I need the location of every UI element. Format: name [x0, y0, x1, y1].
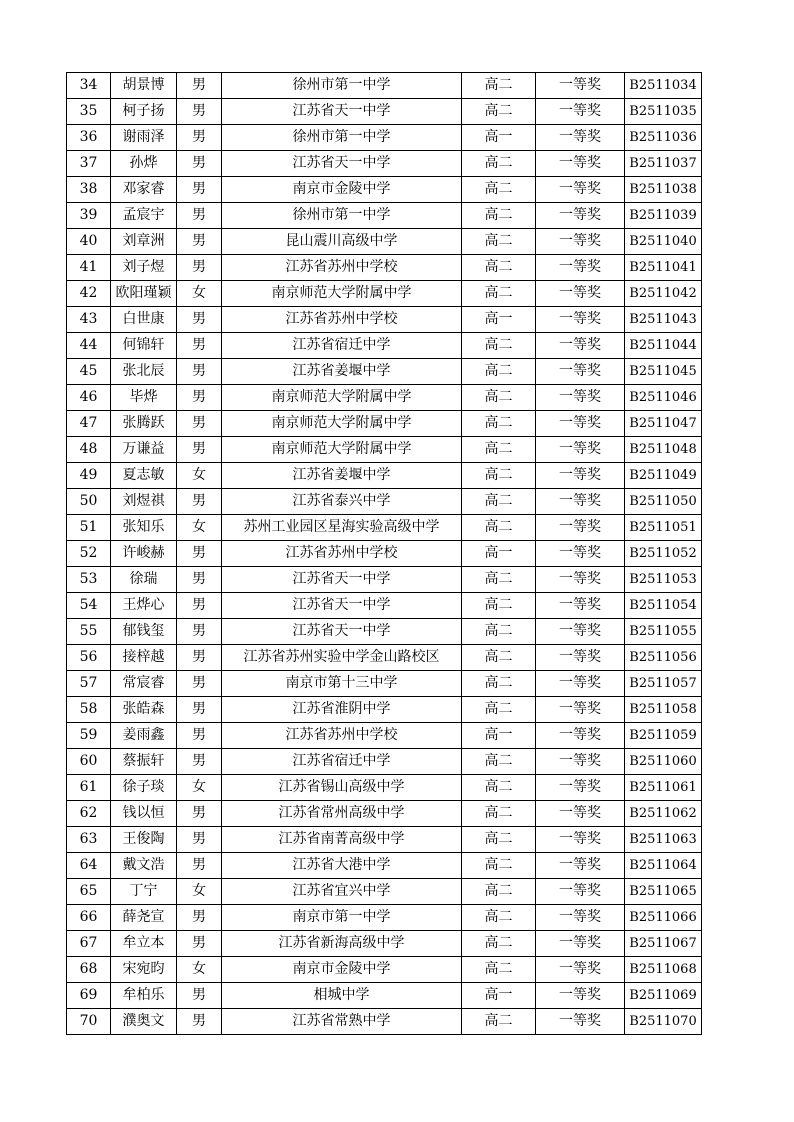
award-cell: 一等奖	[536, 879, 625, 905]
grade-cell: 高二	[462, 619, 536, 645]
award-cell: 一等奖	[536, 463, 625, 489]
student-name-cell: 濮奥文	[111, 1009, 177, 1035]
gender-cell: 男	[177, 801, 222, 827]
award-cell: 一等奖	[536, 749, 625, 775]
student-name-cell: 张皓森	[111, 697, 177, 723]
table-row	[67, 281, 702, 307]
student-name-cell: 徐瑞	[111, 567, 177, 593]
grade-cell: 高一	[462, 723, 536, 749]
certificate-number-cell: B2511062	[625, 801, 702, 827]
award-cell: 一等奖	[536, 645, 625, 671]
certificate-number-cell: B2511046	[625, 385, 702, 411]
row-number-cell: 59	[67, 723, 111, 749]
table-row	[67, 723, 702, 749]
certificate-number-cell: B2511041	[625, 255, 702, 281]
grade-cell: 高二	[462, 411, 536, 437]
student-name-cell: 张腾跃	[111, 411, 177, 437]
gender-cell: 男	[177, 645, 222, 671]
grade-cell: 高二	[462, 463, 536, 489]
gender-cell: 女	[177, 463, 222, 489]
school-cell: 徐州市第一中学	[222, 73, 462, 99]
grade-cell: 高二	[462, 359, 536, 385]
award-cell: 一等奖	[536, 411, 625, 437]
row-number-cell: 67	[67, 931, 111, 957]
gender-cell: 男	[177, 1009, 222, 1035]
gender-cell: 男	[177, 359, 222, 385]
grade-cell: 高二	[462, 177, 536, 203]
gender-cell: 男	[177, 749, 222, 775]
row-number-cell: 47	[67, 411, 111, 437]
gender-cell: 男	[177, 203, 222, 229]
table-row	[67, 879, 702, 905]
row-number-cell: 64	[67, 853, 111, 879]
grade-cell: 高一	[462, 541, 536, 567]
gender-cell: 男	[177, 255, 222, 281]
certificate-number-cell: B2511036	[625, 125, 702, 151]
student-name-cell: 欧阳瑾颖	[111, 281, 177, 307]
table-row	[67, 177, 702, 203]
school-cell: 徐州市第一中学	[222, 125, 462, 151]
table-body	[67, 73, 702, 1035]
school-cell: 江苏省天一中学	[222, 567, 462, 593]
student-name-cell: 许峻赫	[111, 541, 177, 567]
table-row	[67, 385, 702, 411]
grade-cell: 高二	[462, 801, 536, 827]
table-row	[67, 905, 702, 931]
award-list-table	[66, 72, 702, 1035]
certificate-number-cell: B2511035	[625, 99, 702, 125]
table-row	[67, 931, 702, 957]
row-number-cell: 44	[67, 333, 111, 359]
award-cell: 一等奖	[536, 1009, 625, 1035]
certificate-number-cell: B2511055	[625, 619, 702, 645]
row-number-cell: 62	[67, 801, 111, 827]
school-cell: 江苏省南菁高级中学	[222, 827, 462, 853]
certificate-number-cell: B2511058	[625, 697, 702, 723]
table-row	[67, 541, 702, 567]
student-name-cell: 宋宛昀	[111, 957, 177, 983]
award-cell: 一等奖	[536, 593, 625, 619]
certificate-number-cell: B2511070	[625, 1009, 702, 1035]
student-name-cell: 白世康	[111, 307, 177, 333]
row-number-cell: 42	[67, 281, 111, 307]
row-number-cell: 57	[67, 671, 111, 697]
certificate-number-cell: B2511043	[625, 307, 702, 333]
award-cell: 一等奖	[536, 801, 625, 827]
award-cell: 一等奖	[536, 125, 625, 151]
table-row	[67, 437, 702, 463]
school-cell: 南京市第一中学	[222, 905, 462, 931]
row-number-cell: 52	[67, 541, 111, 567]
student-name-cell: 王俊陶	[111, 827, 177, 853]
row-number-cell: 66	[67, 905, 111, 931]
award-cell: 一等奖	[536, 203, 625, 229]
certificate-number-cell: B2511054	[625, 593, 702, 619]
award-cell: 一等奖	[536, 255, 625, 281]
student-name-cell: 王烨心	[111, 593, 177, 619]
table-row	[67, 749, 702, 775]
student-name-cell: 钱以恒	[111, 801, 177, 827]
award-cell: 一等奖	[536, 567, 625, 593]
table-row	[67, 827, 702, 853]
row-number-cell: 63	[67, 827, 111, 853]
award-cell: 一等奖	[536, 541, 625, 567]
row-number-cell: 37	[67, 151, 111, 177]
school-cell: 江苏省常州高级中学	[222, 801, 462, 827]
gender-cell: 男	[177, 541, 222, 567]
school-cell: 南京师范大学附属中学	[222, 411, 462, 437]
grade-cell: 高二	[462, 73, 536, 99]
table-row	[67, 255, 702, 281]
row-number-cell: 54	[67, 593, 111, 619]
grade-cell: 高二	[462, 489, 536, 515]
award-cell: 一等奖	[536, 281, 625, 307]
certificate-number-cell: B2511038	[625, 177, 702, 203]
student-name-cell: 丁宁	[111, 879, 177, 905]
award-cell: 一等奖	[536, 697, 625, 723]
grade-cell: 高二	[462, 203, 536, 229]
student-name-cell: 刘子煜	[111, 255, 177, 281]
certificate-number-cell: B2511037	[625, 151, 702, 177]
row-number-cell: 49	[67, 463, 111, 489]
student-name-cell: 张北辰	[111, 359, 177, 385]
student-name-cell: 刘煜祺	[111, 489, 177, 515]
table-row	[67, 151, 702, 177]
row-number-cell: 69	[67, 983, 111, 1009]
student-name-cell: 常宸睿	[111, 671, 177, 697]
student-name-cell: 何锦轩	[111, 333, 177, 359]
school-cell: 南京师范大学附属中学	[222, 385, 462, 411]
award-cell: 一等奖	[536, 723, 625, 749]
row-number-cell: 50	[67, 489, 111, 515]
table-row	[67, 307, 702, 333]
school-cell: 江苏省天一中学	[222, 99, 462, 125]
award-cell: 一等奖	[536, 177, 625, 203]
gender-cell: 男	[177, 827, 222, 853]
grade-cell: 高一	[462, 983, 536, 1009]
table-row	[67, 99, 702, 125]
grade-cell: 高二	[462, 593, 536, 619]
grade-cell: 高二	[462, 827, 536, 853]
school-cell: 徐州市第一中学	[222, 203, 462, 229]
student-name-cell: 牟柏乐	[111, 983, 177, 1009]
grade-cell: 高一	[462, 125, 536, 151]
table-row	[67, 853, 702, 879]
row-number-cell: 58	[67, 697, 111, 723]
grade-cell: 高二	[462, 775, 536, 801]
certificate-number-cell: B2511040	[625, 229, 702, 255]
table-row	[67, 671, 702, 697]
student-name-cell: 徐子琰	[111, 775, 177, 801]
award-cell: 一等奖	[536, 229, 625, 255]
row-number-cell: 34	[67, 73, 111, 99]
school-cell: 江苏省苏州中学校	[222, 723, 462, 749]
gender-cell: 男	[177, 437, 222, 463]
grade-cell: 高二	[462, 229, 536, 255]
row-number-cell: 70	[67, 1009, 111, 1035]
school-cell: 相城中学	[222, 983, 462, 1009]
award-cell: 一等奖	[536, 853, 625, 879]
student-name-cell: 孙烨	[111, 151, 177, 177]
table-row	[67, 697, 702, 723]
grade-cell: 高二	[462, 151, 536, 177]
gender-cell: 女	[177, 879, 222, 905]
school-cell: 南京市第十三中学	[222, 671, 462, 697]
certificate-number-cell: B2511063	[625, 827, 702, 853]
certificate-number-cell: B2511048	[625, 437, 702, 463]
certificate-number-cell: B2511061	[625, 775, 702, 801]
school-cell: 江苏省宜兴中学	[222, 879, 462, 905]
gender-cell: 男	[177, 619, 222, 645]
award-cell: 一等奖	[536, 151, 625, 177]
school-cell: 江苏省泰兴中学	[222, 489, 462, 515]
student-name-cell: 万谦益	[111, 437, 177, 463]
certificate-number-cell: B2511034	[625, 73, 702, 99]
certificate-number-cell: B2511051	[625, 515, 702, 541]
award-cell: 一等奖	[536, 619, 625, 645]
grade-cell: 高二	[462, 567, 536, 593]
gender-cell: 女	[177, 775, 222, 801]
grade-cell: 高二	[462, 333, 536, 359]
row-number-cell: 43	[67, 307, 111, 333]
certificate-number-cell: B2511068	[625, 957, 702, 983]
certificate-number-cell: B2511042	[625, 281, 702, 307]
student-name-cell: 柯子扬	[111, 99, 177, 125]
certificate-number-cell: B2511047	[625, 411, 702, 437]
grade-cell: 高二	[462, 1009, 536, 1035]
school-cell: 江苏省苏州中学校	[222, 307, 462, 333]
gender-cell: 男	[177, 411, 222, 437]
gender-cell: 男	[177, 125, 222, 151]
grade-cell: 高二	[462, 255, 536, 281]
table-row	[67, 203, 702, 229]
school-cell: 江苏省新海高级中学	[222, 931, 462, 957]
grade-cell: 高二	[462, 957, 536, 983]
grade-cell: 高二	[462, 697, 536, 723]
school-cell: 江苏省常熟中学	[222, 1009, 462, 1035]
table-row	[67, 333, 702, 359]
row-number-cell: 65	[67, 879, 111, 905]
award-cell: 一等奖	[536, 333, 625, 359]
grade-cell: 高二	[462, 385, 536, 411]
student-name-cell: 牟立本	[111, 931, 177, 957]
row-number-cell: 55	[67, 619, 111, 645]
certificate-number-cell: B2511053	[625, 567, 702, 593]
gender-cell: 女	[177, 281, 222, 307]
certificate-number-cell: B2511044	[625, 333, 702, 359]
gender-cell: 男	[177, 697, 222, 723]
table-row	[67, 567, 702, 593]
school-cell: 江苏省锡山高级中学	[222, 775, 462, 801]
grade-cell: 高二	[462, 671, 536, 697]
award-cell: 一等奖	[536, 671, 625, 697]
grade-cell: 高二	[462, 437, 536, 463]
table-row	[67, 411, 702, 437]
gender-cell: 男	[177, 983, 222, 1009]
school-cell: 江苏省天一中学	[222, 619, 462, 645]
certificate-number-cell: B2511045	[625, 359, 702, 385]
award-cell: 一等奖	[536, 983, 625, 1009]
award-cell: 一等奖	[536, 437, 625, 463]
award-cell: 一等奖	[536, 827, 625, 853]
student-name-cell: 刘章洲	[111, 229, 177, 255]
table-row	[67, 983, 702, 1009]
table-row	[67, 489, 702, 515]
student-name-cell: 蔡振轩	[111, 749, 177, 775]
certificate-number-cell: B2511056	[625, 645, 702, 671]
gender-cell: 男	[177, 671, 222, 697]
table-row	[67, 125, 702, 151]
gender-cell: 男	[177, 853, 222, 879]
certificate-number-cell: B2511066	[625, 905, 702, 931]
student-name-cell: 谢雨泽	[111, 125, 177, 151]
certificate-number-cell: B2511050	[625, 489, 702, 515]
row-number-cell: 53	[67, 567, 111, 593]
school-cell: 江苏省大港中学	[222, 853, 462, 879]
row-number-cell: 61	[67, 775, 111, 801]
gender-cell: 男	[177, 73, 222, 99]
school-cell: 昆山震川高级中学	[222, 229, 462, 255]
school-cell: 江苏省苏州中学校	[222, 255, 462, 281]
certificate-number-cell: B2511069	[625, 983, 702, 1009]
gender-cell: 男	[177, 99, 222, 125]
gender-cell: 男	[177, 333, 222, 359]
gender-cell: 女	[177, 957, 222, 983]
table-row	[67, 463, 702, 489]
school-cell: 南京师范大学附属中学	[222, 281, 462, 307]
grade-cell: 高一	[462, 307, 536, 333]
award-cell: 一等奖	[536, 359, 625, 385]
table-row	[67, 73, 702, 99]
table-row	[67, 1009, 702, 1035]
table-row	[67, 801, 702, 827]
grade-cell: 高二	[462, 853, 536, 879]
student-name-cell: 戴文浩	[111, 853, 177, 879]
grade-cell: 高二	[462, 645, 536, 671]
award-cell: 一等奖	[536, 307, 625, 333]
school-cell: 江苏省天一中学	[222, 151, 462, 177]
school-cell: 南京市金陵中学	[222, 177, 462, 203]
student-name-cell: 张知乐	[111, 515, 177, 541]
school-cell: 江苏省宿迁中学	[222, 333, 462, 359]
student-name-cell: 姜雨鑫	[111, 723, 177, 749]
grade-cell: 高二	[462, 931, 536, 957]
row-number-cell: 41	[67, 255, 111, 281]
school-cell: 江苏省苏州中学校	[222, 541, 462, 567]
row-number-cell: 68	[67, 957, 111, 983]
award-cell: 一等奖	[536, 931, 625, 957]
row-number-cell: 38	[67, 177, 111, 203]
row-number-cell: 60	[67, 749, 111, 775]
student-name-cell: 夏志敏	[111, 463, 177, 489]
school-cell: 南京市金陵中学	[222, 957, 462, 983]
table-row	[67, 593, 702, 619]
gender-cell: 男	[177, 385, 222, 411]
certificate-number-cell: B2511052	[625, 541, 702, 567]
row-number-cell: 39	[67, 203, 111, 229]
gender-cell: 男	[177, 567, 222, 593]
school-cell: 江苏省姜堰中学	[222, 359, 462, 385]
award-cell: 一等奖	[536, 73, 625, 99]
table-row	[67, 619, 702, 645]
student-name-cell: 孟宸宇	[111, 203, 177, 229]
gender-cell: 男	[177, 151, 222, 177]
gender-cell: 女	[177, 515, 222, 541]
certificate-number-cell: B2511049	[625, 463, 702, 489]
grade-cell: 高二	[462, 281, 536, 307]
certificate-number-cell: B2511039	[625, 203, 702, 229]
student-name-cell: 接梓越	[111, 645, 177, 671]
row-number-cell: 40	[67, 229, 111, 255]
award-cell: 一等奖	[536, 489, 625, 515]
grade-cell: 高二	[462, 749, 536, 775]
gender-cell: 男	[177, 489, 222, 515]
school-cell: 江苏省姜堰中学	[222, 463, 462, 489]
school-cell: 江苏省宿迁中学	[222, 749, 462, 775]
grade-cell: 高二	[462, 515, 536, 541]
table-row	[67, 957, 702, 983]
certificate-number-cell: B2511057	[625, 671, 702, 697]
table-row	[67, 359, 702, 385]
award-cell: 一等奖	[536, 957, 625, 983]
row-number-cell: 46	[67, 385, 111, 411]
award-cell: 一等奖	[536, 905, 625, 931]
award-cell: 一等奖	[536, 775, 625, 801]
certificate-number-cell: B2511059	[625, 723, 702, 749]
row-number-cell: 56	[67, 645, 111, 671]
award-cell: 一等奖	[536, 385, 625, 411]
table-row	[67, 515, 702, 541]
school-cell: 江苏省苏州实验中学金山路校区	[222, 645, 462, 671]
certificate-number-cell: B2511067	[625, 931, 702, 957]
award-cell: 一等奖	[536, 515, 625, 541]
student-name-cell: 薛尧宣	[111, 905, 177, 931]
school-cell: 南京师范大学附属中学	[222, 437, 462, 463]
gender-cell: 男	[177, 593, 222, 619]
gender-cell: 男	[177, 723, 222, 749]
table-row	[67, 645, 702, 671]
certificate-number-cell: B2511064	[625, 853, 702, 879]
student-name-cell: 毕烨	[111, 385, 177, 411]
table-row	[67, 229, 702, 255]
school-cell: 江苏省天一中学	[222, 593, 462, 619]
grade-cell: 高二	[462, 905, 536, 931]
student-name-cell: 胡景博	[111, 73, 177, 99]
row-number-cell: 45	[67, 359, 111, 385]
gender-cell: 男	[177, 177, 222, 203]
row-number-cell: 51	[67, 515, 111, 541]
gender-cell: 男	[177, 905, 222, 931]
certificate-number-cell: B2511060	[625, 749, 702, 775]
gender-cell: 男	[177, 229, 222, 255]
row-number-cell: 35	[67, 99, 111, 125]
student-name-cell: 郁钱玺	[111, 619, 177, 645]
school-cell: 江苏省淮阴中学	[222, 697, 462, 723]
gender-cell: 男	[177, 307, 222, 333]
grade-cell: 高二	[462, 99, 536, 125]
row-number-cell: 36	[67, 125, 111, 151]
row-number-cell: 48	[67, 437, 111, 463]
table-row	[67, 775, 702, 801]
certificate-number-cell: B2511065	[625, 879, 702, 905]
gender-cell: 男	[177, 931, 222, 957]
student-name-cell: 邓家睿	[111, 177, 177, 203]
grade-cell: 高二	[462, 879, 536, 905]
award-cell: 一等奖	[536, 99, 625, 125]
school-cell: 苏州工业园区星海实验高级中学	[222, 515, 462, 541]
